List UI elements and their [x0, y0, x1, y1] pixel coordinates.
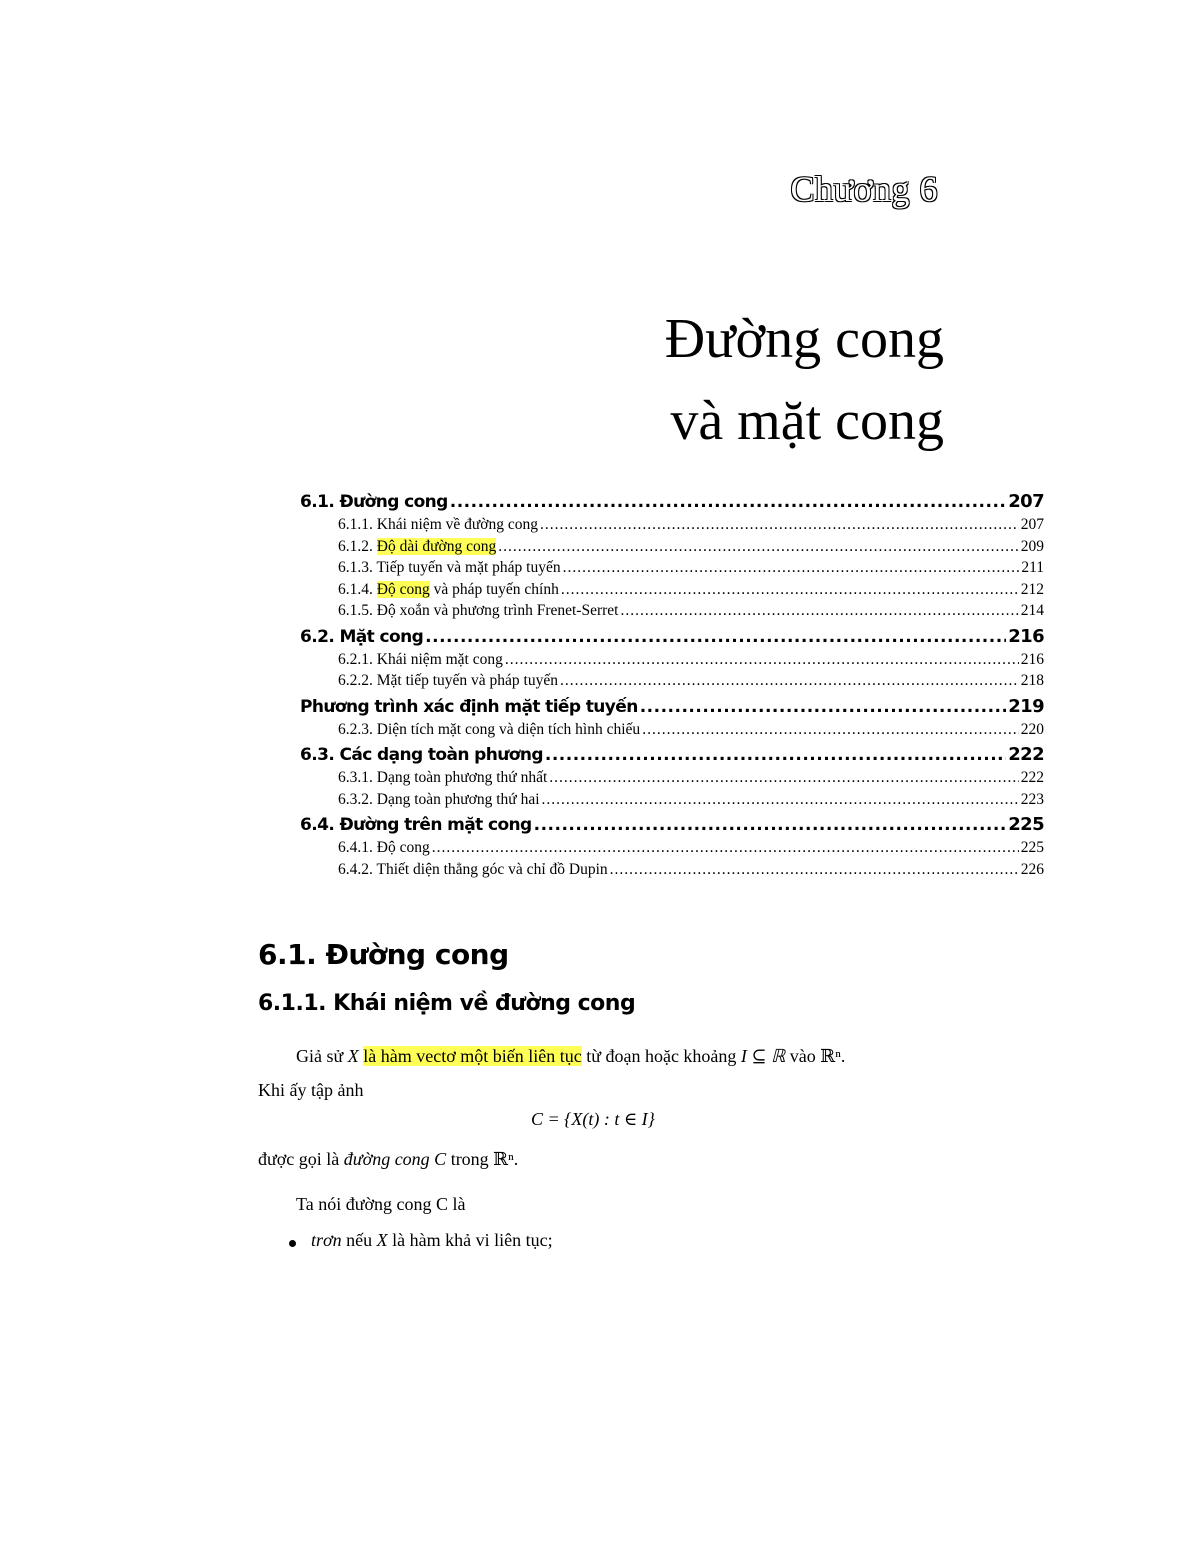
- chapter-title-line-2: và mặt cong: [670, 390, 944, 452]
- toc-entry-title: 6.1.2. Độ dài đường cong: [338, 537, 497, 555]
- toc-page-number: 225: [1020, 839, 1044, 856]
- toc-page-number: 222: [1020, 769, 1044, 786]
- toc-page-number: 207: [1020, 516, 1044, 533]
- toc-entry-title: 6.4.2. Thiết diện thẳng góc và chỉ đồ Dupin: [338, 860, 608, 878]
- toc-leader-dots: [642, 721, 1019, 739]
- toc-entry-title: 6.3. Các dạng toàn phương: [300, 745, 543, 765]
- toc-page-number: 212: [1020, 580, 1044, 598]
- toc-entry[interactable]: [300, 791, 1044, 813]
- toc-leader-dots: [610, 861, 1019, 879]
- paragraph-3: được gọi là đường cong C trong ℝⁿ.: [258, 1149, 519, 1169]
- toc-page-number: 222: [1008, 744, 1044, 765]
- toc-entry-title: 6.4.1. Độ cong: [338, 839, 430, 856]
- toc-entry-title: 6.3.1. Dạng toàn phương thứ nhất: [338, 769, 548, 786]
- toc-entry[interactable]: [300, 721, 1044, 743]
- toc-entry-title: 6.2. Mặt cong: [300, 626, 424, 647]
- toc-entry-title: 6.1. Đường cong: [300, 492, 448, 512]
- toc-entry[interactable]: [300, 839, 1044, 861]
- toc-entry[interactable]: [300, 626, 1044, 651]
- toc-leader-dots: [563, 559, 1020, 577]
- toc-entry-title: 6.1.4. Độ cong và pháp tuyến chính: [338, 580, 559, 598]
- toc-leader-dots: [450, 492, 1006, 512]
- toc-leader-dots: [505, 651, 1019, 669]
- toc-entry[interactable]: [300, 581, 1044, 603]
- toc-entry[interactable]: [300, 651, 1044, 673]
- toc-entry-title: Phương trình xác định mặt tiếp tuyến: [300, 696, 638, 717]
- toc-page-number: 219: [1008, 695, 1044, 717]
- toc-entry[interactable]: [300, 769, 1044, 791]
- toc-entry-title: 6.1.1. Khái niệm về đường cong: [338, 516, 538, 533]
- toc-leader-dots: [432, 839, 1019, 857]
- toc-entry-title: 6.1.3. Tiếp tuyến và mặt pháp tuyến: [338, 559, 561, 576]
- toc-entry[interactable]: [300, 516, 1044, 538]
- toc-entry[interactable]: [300, 814, 1044, 839]
- toc-entry-title: 6.2.3. Diện tích mặt cong và diện tích hình chiếu: [338, 720, 641, 738]
- toc-entry[interactable]: [300, 491, 1044, 516]
- highlighted-phrase: Độ dài đường cong: [376, 537, 497, 555]
- toc-leader-dots: [620, 602, 1018, 620]
- toc-leader-dots: [549, 769, 1019, 787]
- bullet-icon: [289, 1240, 296, 1247]
- toc-leader-dots: [425, 627, 1006, 647]
- toc-leader-dots: [534, 815, 1007, 835]
- toc-page-number: 226: [1020, 860, 1044, 878]
- toc-leader-dots: [498, 538, 1019, 556]
- paragraph-4: Ta nói đường cong C là: [296, 1194, 466, 1214]
- toc-entry-title: 6.3.2. Dạng toàn phương thứ hai: [338, 790, 540, 808]
- subsection-heading: 6.1.1. Khái niệm về đường cong: [258, 991, 636, 1016]
- bullet-item: trơn nếu X là hàm khả vi liên tục;: [311, 1230, 553, 1250]
- toc-page-number: 218: [1020, 672, 1044, 689]
- toc-leader-dots: [561, 581, 1019, 599]
- chapter-title: [665, 298, 944, 462]
- highlighted-phrase: Độ cong: [376, 580, 430, 598]
- formula: C = {X(t) : t ∈ I}: [531, 1109, 655, 1129]
- toc-entry[interactable]: [300, 672, 1044, 694]
- toc-entry[interactable]: [300, 696, 1044, 721]
- toc-entry-title: 6.2.1. Khái niệm mặt cong: [338, 650, 503, 668]
- table-of-contents: [300, 489, 1044, 882]
- toc-entry[interactable]: [300, 559, 1044, 581]
- section-heading: 6.1. Đường cong: [258, 938, 509, 971]
- toc-page-number: 223: [1020, 790, 1044, 808]
- toc-page-number: 220: [1020, 720, 1044, 738]
- toc-entry[interactable]: [300, 861, 1044, 883]
- toc-page-number: 207: [1008, 491, 1044, 512]
- highlighted-phrase: là hàm vectơ một biến liên tục: [363, 1046, 582, 1066]
- toc-entry-title: 6.2.2. Mặt tiếp tuyến và pháp tuyến: [338, 672, 558, 689]
- toc-leader-dots: [540, 516, 1019, 534]
- chapter-label: Chương 6: [790, 169, 938, 209]
- toc-leader-dots: [560, 672, 1019, 690]
- toc-page-number: 225: [1008, 814, 1044, 835]
- toc-page-number: 214: [1020, 602, 1044, 619]
- toc-page-number: 216: [1008, 625, 1044, 647]
- toc-leader-dots: [640, 697, 1007, 717]
- toc-entry[interactable]: [300, 602, 1044, 624]
- toc-leader-dots: [542, 791, 1019, 809]
- toc-page-number: 209: [1020, 537, 1044, 555]
- toc-entry-title: 6.1.5. Độ xoắn và phương trình Frenet-Serret: [338, 602, 619, 619]
- paragraph-2: Khi ấy tập ảnh: [258, 1080, 364, 1100]
- chapter-title-line-1: Đường cong: [664, 308, 944, 370]
- toc-leader-dots: [545, 745, 1006, 765]
- toc-entry[interactable]: [300, 744, 1044, 769]
- toc-page-number: 216: [1020, 650, 1044, 668]
- toc-entry[interactable]: [300, 538, 1044, 560]
- toc-page-number: 211: [1021, 559, 1044, 576]
- paragraph-1: Giả sử X là hàm vectơ một biến liên tục từ đoạn hoặc khoảng I ⊆ ℝ vào ℝⁿ.: [296, 1046, 846, 1066]
- toc-entry-title: 6.4. Đường trên mặt cong: [300, 815, 532, 835]
